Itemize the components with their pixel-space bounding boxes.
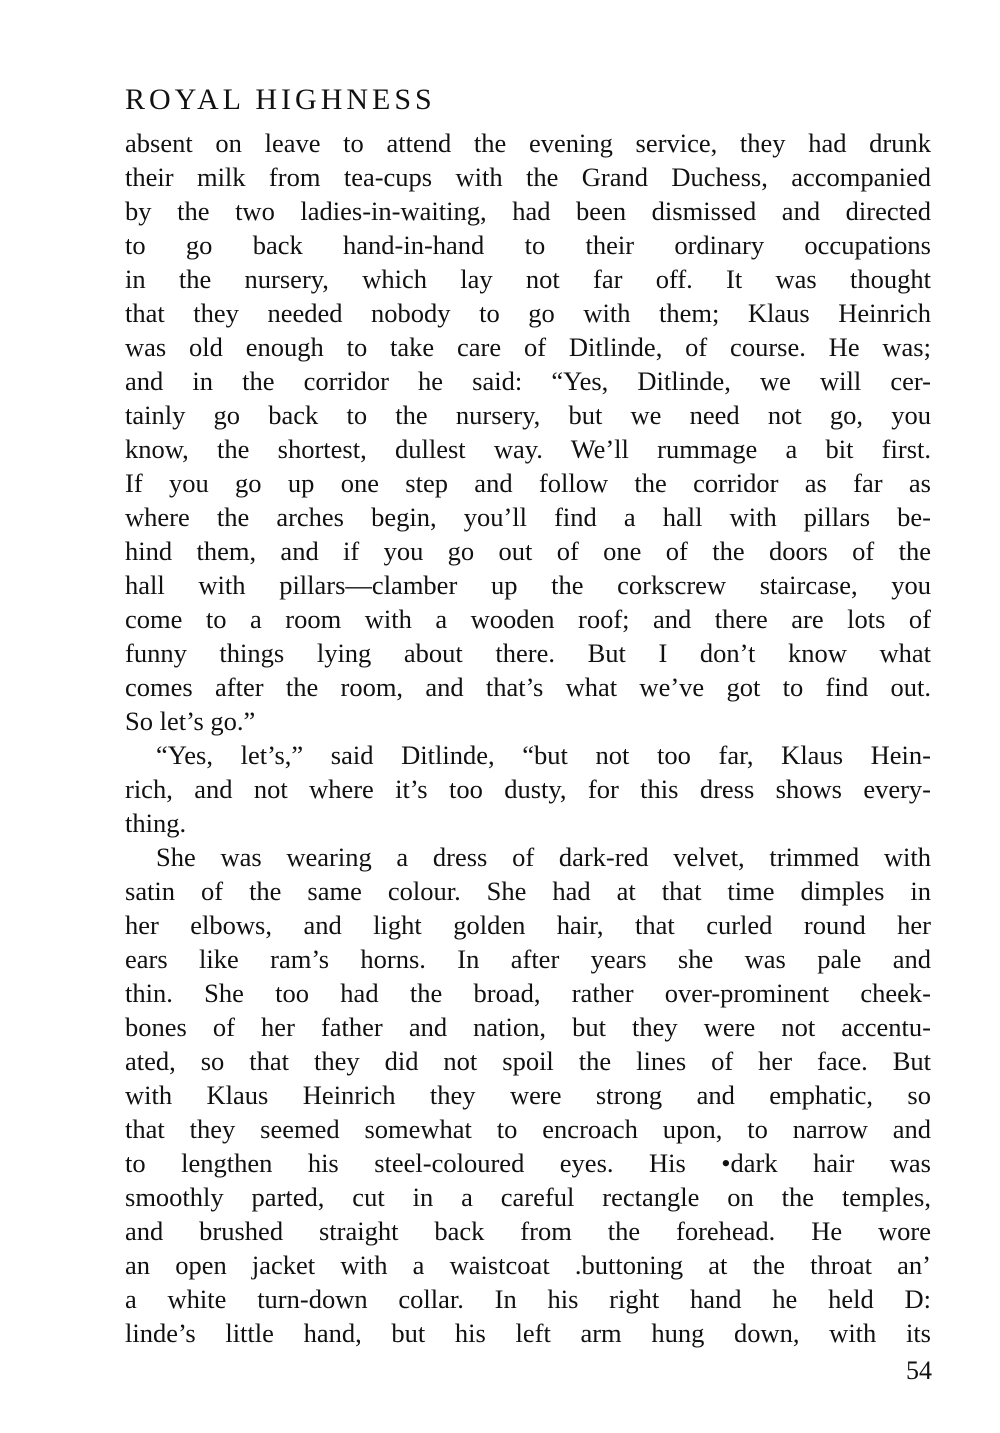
body-text — [125, 126, 931, 1350]
text-line: smoothly parted, cut in a careful rectangle on the temples, — [125, 1182, 931, 1212]
text-line: where the arches begin, you’ll find a hall with pillars be- — [125, 502, 931, 532]
text-line: in the nursery, which lay not far off. It was thought — [125, 264, 931, 294]
text-line: rich, and not where it’s too dusty, for this dress shows every- — [125, 774, 931, 804]
text-line: absent on leave to attend the evening service, they had drunk — [125, 128, 931, 158]
text-line: She was wearing a dress of dark-red velvet, trimmed with — [156, 842, 931, 872]
text-line: know, the shortest, dullest way. We’ll rummage a bit first. — [125, 434, 931, 464]
text-line: by the two ladies-in-waiting, had been dismissed and directed — [125, 196, 931, 226]
text-line: funny things lying about there. But I don’t know what — [125, 638, 931, 668]
text-line: that they needed nobody to go with them; Klaus Heinrich — [125, 298, 931, 328]
text-line: thing. — [125, 808, 187, 838]
text-line: an open jacket with a waistcoat .buttoning at the throat an’ — [125, 1250, 931, 1280]
text-line: was old enough to take care of Ditlinde, of course. He was; — [125, 332, 931, 362]
text-line: come to a room with a wooden roof; and there are lots of — [125, 604, 931, 634]
text-line: with Klaus Heinrich they were strong and emphatic, so — [125, 1080, 931, 1110]
text-line: tainly go back to the nursery, but we need not go, you — [125, 400, 931, 430]
running-head: ROYAL HIGHNESS — [125, 83, 436, 116]
text-line: their milk from tea-cups with the Grand Duchess, accompanied — [125, 162, 931, 192]
text-line: and in the corridor he said: “Yes, Ditlinde, we will cer- — [125, 366, 931, 396]
text-line: hall with pillars—clamber up the corkscrew staircase, you — [125, 570, 931, 600]
text-line: ears like ram’s horns. In after years she was pale and — [125, 944, 931, 974]
text-line: her elbows, and light golden hair, that curled round her — [125, 910, 931, 940]
text-line: bones of her father and nation, but they were not accentu- — [125, 1012, 931, 1042]
text-line: satin of the same colour. She had at that time dimples in — [125, 876, 931, 906]
text-line: So let’s go.” — [125, 706, 256, 736]
text-line: hind them, and if you go out of one of the doors of the — [125, 536, 931, 566]
text-line: and brushed straight back from the forehead. He wore — [125, 1216, 931, 1246]
page-number: 54 — [906, 1356, 932, 1385]
text-line: “Yes, let’s,” said Ditlinde, “but not too far, Klaus Hein- — [156, 740, 931, 770]
text-line: If you go up one step and follow the corridor as far as — [125, 468, 931, 498]
text-line: that they seemed somewhat to encroach upon, to narrow and — [125, 1114, 931, 1144]
text-line: linde’s little hand, but his left arm hung down, with its — [125, 1318, 931, 1348]
text-line: a white turn-down collar. In his right hand he held D: — [125, 1284, 931, 1314]
text-line: to go back hand-in-hand to their ordinary occupations — [125, 230, 931, 260]
text-line: ated, so that they did not spoil the lines of her face. But — [125, 1046, 931, 1076]
text-line: comes after the room, and that’s what we’ve got to find out. — [125, 672, 931, 702]
text-line: to lengthen his steel-coloured eyes. His •dark hair was — [125, 1148, 931, 1178]
text-line: thin. She too had the broad, rather over-prominent cheek- — [125, 978, 931, 1008]
